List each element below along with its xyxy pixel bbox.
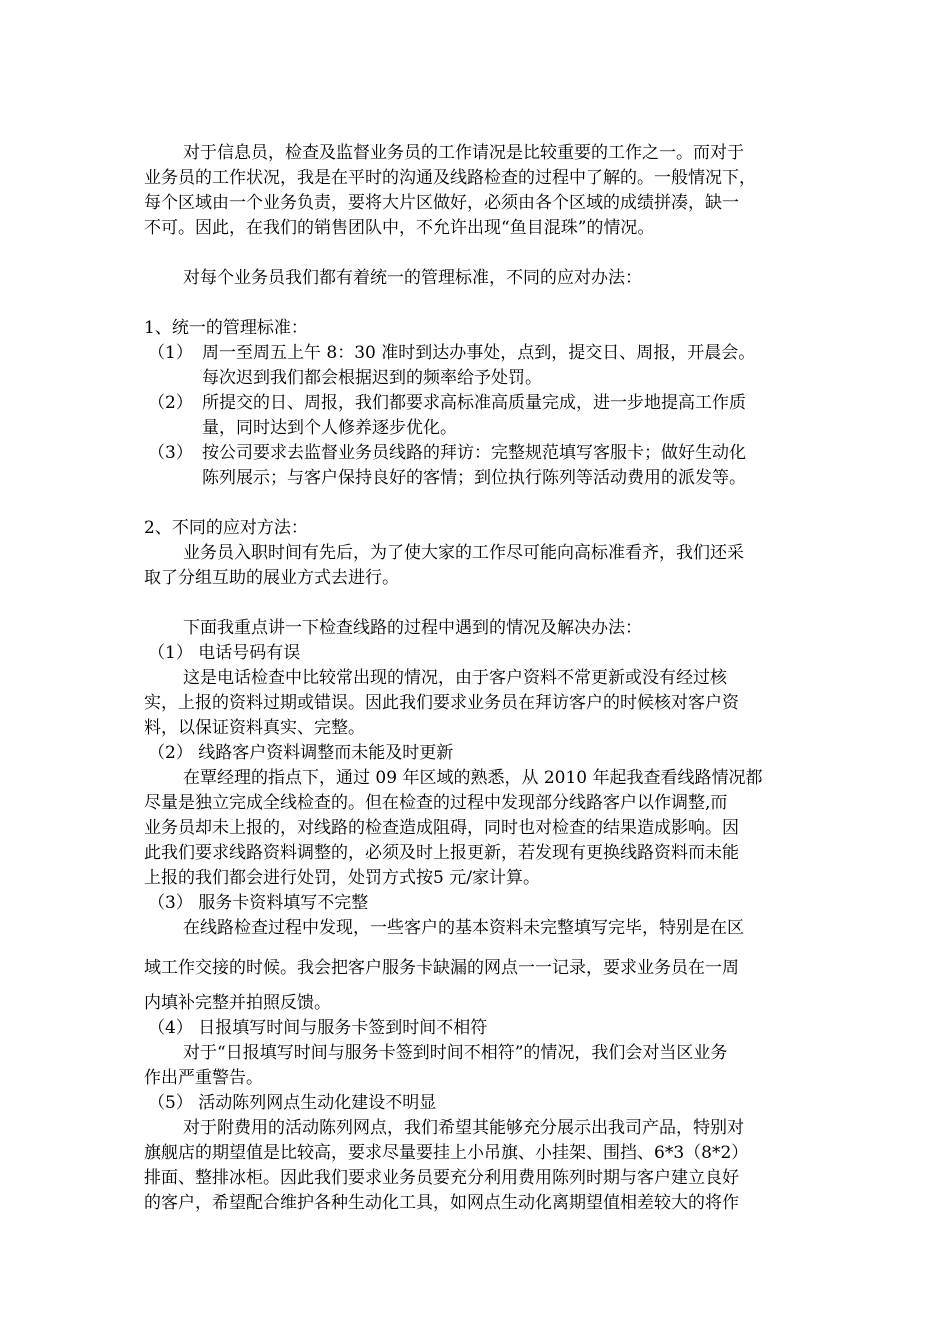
text-line: 不可。因此，在我们的销售团队中，不允许出现“鱼目混珠”的情况。 <box>144 218 655 238</box>
list-heading: （3） 服务卡资料填写不完整 <box>148 893 369 913</box>
text-line: 业务员的工作状况，我是在平时的沟通及线路检查的过程中了解的。一般情况下， <box>144 168 756 188</box>
text-line: 取了分组互助的展业方式去进行。 <box>144 568 399 588</box>
text-line: 周一至周五上午 8：30 准时到达办事处，点到，提交日、周报，开晨会。 <box>202 343 756 363</box>
list-heading: （2） 线路客户资料调整而未能及时更新 <box>148 743 454 763</box>
text-line: 下面我重点讲一下检查线路的过程中遇到的情况及解决办法： <box>183 618 642 638</box>
text-line: 对于“日报填写时间与服务卡签到时间不相符”的情况，我们会对当区业务 <box>183 1043 728 1063</box>
list-heading: （4） 日报填写时间与服务卡签到时间不相符 <box>148 1018 488 1038</box>
text-line: 尽量是独立完成全线检查的。但在检查的过程中发现部分线路客户以作调整,而 <box>144 793 728 813</box>
text-line: 域工作交接的时候。我会把客户服务卡缺漏的网点一一记录，要求业务员在一周 <box>144 958 739 978</box>
text-line: 实，上报的资料过期或错误。因此我们要求业务员在拜访客户的时候核对客户资 <box>144 693 739 713</box>
section-heading: 2、不同的应对方法： <box>144 518 308 538</box>
text-line: 量，同时达到个人修养逐步优化。 <box>202 418 457 438</box>
text-line: 业务员入职时间有先后，为了使大家的工作尽可能向高标准看齐，我们还采 <box>183 543 744 563</box>
text-line: 对于附费用的活动陈列网点，我们希望其能够充分展示出我司产品，特别对 <box>183 1118 744 1138</box>
text-line: 此我们要求线路资料调整的，必须及时上报更新，若发现有更换线路资料而未能 <box>144 843 739 863</box>
text-line: 每次迟到我们都会根据迟到的频率给予处罚。 <box>202 368 542 388</box>
text-line: 在覃经理的指点下，通过 09 年区域的熟悉，从 2010 年起我查看线路情况都 <box>183 768 763 788</box>
text-line: 的客户，希望配合维护各种生动化工具，如网点生动化离期望值相差较大的将作 <box>144 1193 739 1213</box>
text-line: 内填补完整并拍照反馈。 <box>144 993 331 1013</box>
text-line: 排面、整排冰柜。因此我们要求业务员要充分利用费用陈列时期与客户建立良好 <box>144 1168 739 1188</box>
text-line: 每个区域由一个业务负责，要将大片区做好，必须由各个区域的成绩拼凑，缺一 <box>144 193 739 213</box>
text-line: 陈列展示；与客户保持良好的客情；到位执行陈列等活动费用的派发等。 <box>202 468 746 488</box>
text-line: 作出严重警告。 <box>144 1068 263 1088</box>
list-number: （2） <box>148 393 193 413</box>
list-number: （3） <box>148 443 193 463</box>
text-line: 所提交的日、周报，我们都要求高标准高质量完成，进一步地提高工作质 <box>202 393 746 413</box>
list-heading: （5） 活动陈列网点生动化建设不明显 <box>148 1093 437 1113</box>
section-heading: 1、统一的管理标准： <box>144 318 308 338</box>
text-line: 按公司要求去监督业务员线路的拜访：完整规范填写客服卡；做好生动化 <box>202 443 746 463</box>
text-line: 料，以保证资料真实、完整。 <box>144 718 365 738</box>
text-line: 这是电话检查中比较常出现的情况，由于客户资料不常更新或没有经过核 <box>183 668 727 688</box>
text-line: 旗舰店的期望值是比较高，要求尽量要挂上小吊旗、小挂架、围挡、6*3（8*2） <box>144 1143 749 1163</box>
text-line: 对每个业务员我们都有着统一的管理标准，不同的应对办法： <box>183 268 642 288</box>
text-line: 在线路检查过程中发现，一些客户的基本资料未完整填写完毕，特别是在区 <box>183 918 744 938</box>
list-number: （1） <box>148 343 193 363</box>
text-line: 业务员却未上报的，对线路的检查造成阻碍，同时也对检查的结果造成影响。因 <box>144 818 739 838</box>
list-heading: （1） 电话号码有误 <box>148 643 301 663</box>
text-line: 对于信息员，检查及监督业务员的工作请况是比较重要的工作之一。而对于 <box>183 143 744 163</box>
text-line: 上报的我们都会进行处罚，处罚方式按5 元/家计算。 <box>144 868 540 888</box>
